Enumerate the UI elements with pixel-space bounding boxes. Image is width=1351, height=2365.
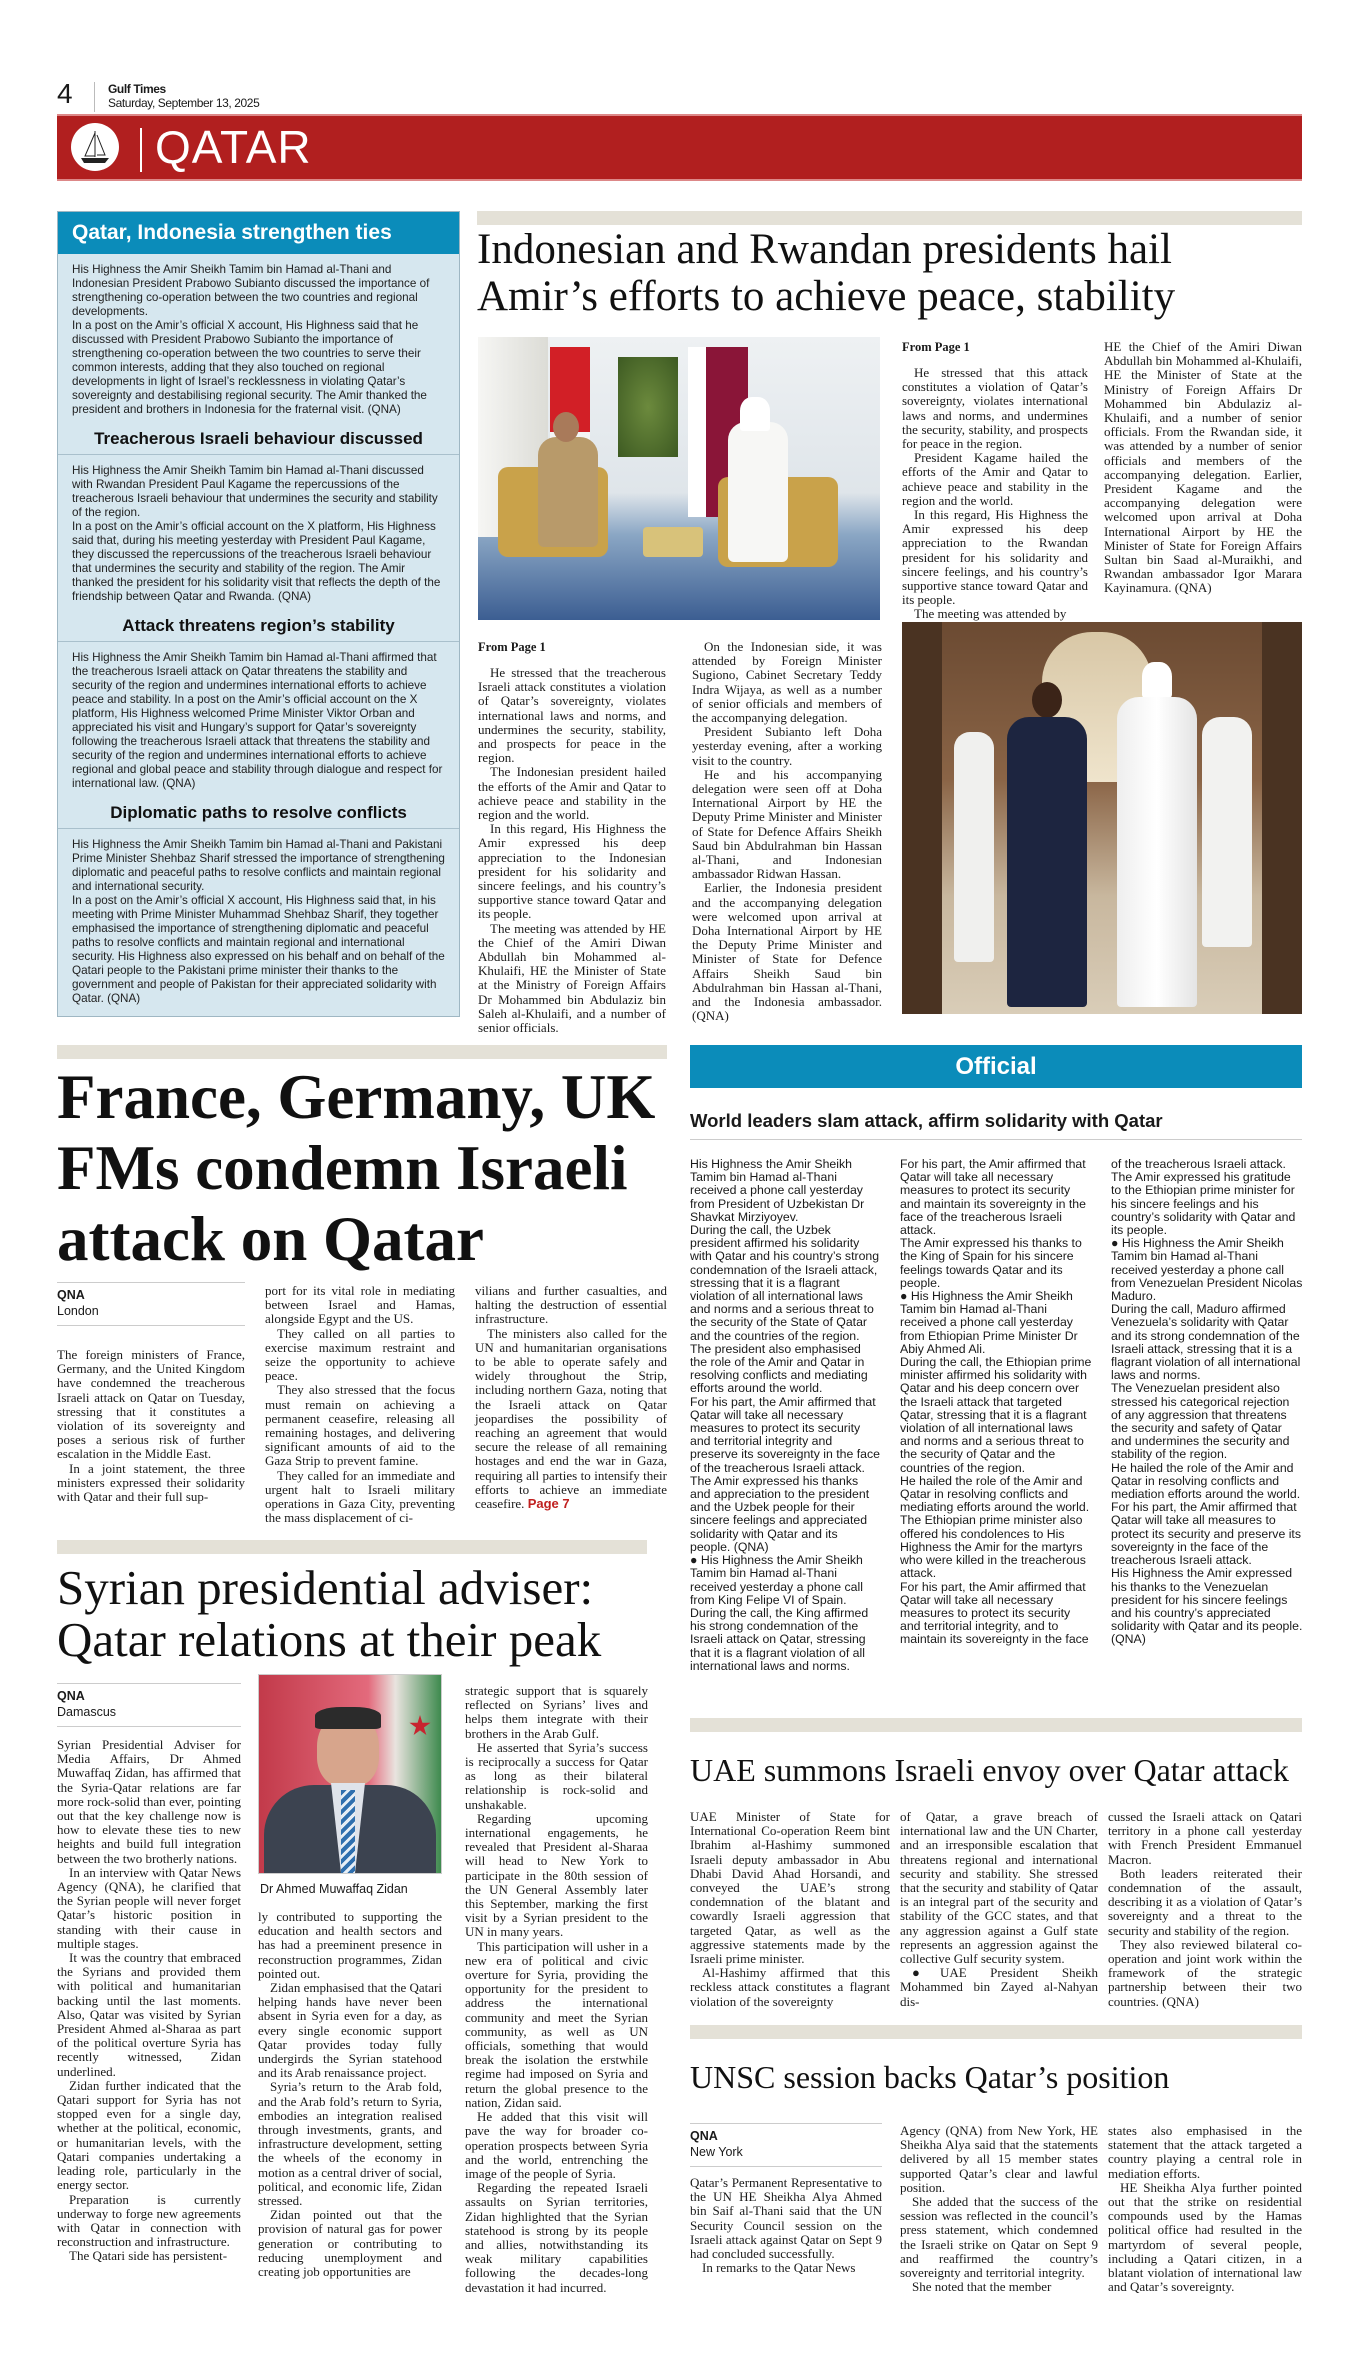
paragraph-text: Al-Hashimy affirmed that this reckless attack constitutes a flagrant violation of the sovereignty	[690, 1965, 890, 2009]
from-page-label: From Page 1	[902, 340, 970, 354]
paragraph	[478, 666, 666, 765]
paragraph	[57, 2193, 241, 2250]
paragraph-text: On the Indonesian side, it was attended by Foreign Minister Sugiono, Cabinet Secretary Teddy Indra Wijaya, as well as a number of senior officials and members of the accompanying delegation.	[692, 639, 882, 726]
page-number: 4	[57, 78, 73, 109]
section-rule	[690, 2025, 1302, 2039]
paragraph-text: HE Sheikha Alya further pointed out that the strike on residential compounds used by the Hamas political office had resulted in the martyrdom of several people, including a Qatari citizen, in a blatant violation of international law and Qatar’s sovereignty.	[1108, 2179, 1302, 2295]
paragraph	[57, 1348, 245, 1462]
headline-line: France, Germany, UK	[57, 1062, 656, 1132]
paragraph-text: In this regard, His Highness the Amir expressed his deep appreciation to the Indonesian president for his solidarity and sincere feelings, and his country’s supportive stance toward Qatar and its people.	[478, 821, 666, 922]
article-column	[900, 2124, 1098, 2294]
paragraph	[478, 922, 666, 1036]
paragraph-text: In remarks to the Qatar News	[702, 2260, 856, 2276]
paragraph	[72, 464, 445, 520]
agency: QNA	[57, 1689, 85, 1703]
paragraph-text: Both leaders reiterated their condemnation of the assault, describing it as a violation of Qatar’s sovereignty and a threat to the security and stability of the region.	[1108, 1865, 1302, 1938]
brief-heading: Diplomatic paths to resolve conflicts	[58, 797, 459, 829]
paragraph-text: In a joint statement, the three ministers expressed their solidarity with Qatar and their full sup-	[57, 1460, 245, 1505]
photo-amir-indonesian-president	[478, 337, 880, 620]
paragraph	[902, 607, 1088, 621]
article-column	[900, 1158, 1093, 1647]
paragraph-text: For his part, the Amir affirmed that Qatar will take all necessary measures to protect its security and territorial integrity and preserve its sovereignty in the face of the treacherous Israeli attack.	[690, 1394, 881, 1475]
paragraph	[72, 319, 445, 417]
paragraph	[57, 1866, 241, 1951]
paragraph	[1111, 1237, 1303, 1303]
headline-line: Qatar relations at their peak	[57, 1612, 602, 1667]
paragraph	[900, 1475, 1093, 1515]
paragraph	[690, 1475, 880, 1554]
paragraph	[72, 263, 445, 319]
paragraph	[265, 1469, 455, 1526]
paragraph-text: ● His Highness the Amir Sheikh Tamim bin Hamad al-Thani received yesterday a phone call from King Felipe VI of Spain.	[690, 1553, 863, 1607]
paragraph-text: He hailed the role of the Amir and Qatar in resolving conflicts and mediating efforts around the world.	[900, 1473, 1090, 1515]
paragraph	[258, 1910, 442, 1981]
paragraph-text: Agency (QNA) from New York, HE Sheikha Alya said that the statements delivered by all 15 member states supported Qatar’s clear and lawful position.	[900, 2123, 1098, 2195]
paragraph-text: Zidan pointed out that the provision of natural gas for power generation or contributing to reducing unemployment and creating job opportunities are	[258, 2207, 442, 2280]
paragraph-text: He added that this visit will pave the way for broader co-operation prospects between Syria and the world, entrenching the image of the people of Syria.	[465, 2109, 648, 2181]
paragraph-text: It was the country that embraced the Syrians and provided them with political and humanitarian backing until the last moments. Also, Qatar was visited by Syrian President Ahmed al-Sharaa as part of the political overture Syria has recently witnessed, Zidan underlined.	[57, 1950, 241, 2079]
paragraph	[690, 2261, 882, 2275]
paragraph-text: Preparation is currently underway to forge new agreements with Qatar in connection with reconstruction and infrastructure.	[57, 2191, 241, 2250]
paper-name: Gulf Times	[108, 82, 166, 96]
article-column	[1108, 1810, 1302, 2009]
paragraph	[690, 1810, 890, 1966]
article-column	[475, 1284, 667, 1511]
paragraph	[465, 2181, 648, 2295]
paragraph-text: of the treacherous Israeli attack.	[1111, 1157, 1286, 1171]
continued-on-page-link[interactable]: Page 7	[527, 1496, 570, 1512]
paragraph	[72, 838, 445, 894]
paragraph	[475, 1327, 667, 1512]
paragraph-text: He stressed that the treacherous Israeli attack constitutes a violation of Qatar’s sovereignty, violates international laws and norms, and undermines the security, stability, and prospects for peace in the region.	[478, 665, 666, 766]
paragraph	[72, 894, 445, 1006]
article-headline	[57, 1062, 687, 1275]
paragraph-text: His Highness the Amir expressed his thanks to the Venezuelan president for his sincere feelings and his country’s appreciated solidarity with Qatar and its people. (QNA)	[1111, 1566, 1303, 1647]
paragraph-text: They also stressed that the focus must remain on achieving a permanent ceasefire, releasing all remaining hostages, and delivering significant amounts of aid to the Gaza Strip to prevent famine.	[265, 1382, 455, 1469]
issue-date: Saturday, September 13, 2025	[108, 96, 260, 110]
article-column	[692, 640, 882, 1023]
paragraph-text: He stressed that this attack constitutes a violation of Qatar’s sovereignty, violates international laws and norms, and undermines the security, stability, and prospects for peace in the region.	[902, 365, 1088, 452]
paragraph-text: The president also emphasised the role of the Amir and Qatar in resolving conflicts and mediating efforts around the world.	[690, 1341, 868, 1396]
paragraph	[57, 1462, 245, 1505]
brief-heading: Attack threatens region’s stability	[58, 610, 459, 642]
headline-line: attack on Qatar	[57, 1204, 484, 1274]
paragraph-text: In this regard, His Highness the Amir expressed his deep appreciation to the Rwandan president for his solidarity and sincere feelings, and his country’s supportive stance toward Qatar and its people.	[902, 507, 1088, 608]
paragraph	[690, 1224, 880, 1343]
paragraph	[900, 2195, 1098, 2280]
paragraph-text: President Kagame hailed the efforts of the Amir and Qatar to achieve peace and stability in the region and the world.	[902, 450, 1088, 508]
paragraph-text: She added that the success of the session was reflected in the council’s press statement, which condemned the Israeli strike on Qatar on Sept 9 and reaffirmed the country’s sovereignty and territorial integrity.	[900, 2194, 1098, 2281]
box-title: Qatar, Indonesia strengthen ties	[58, 212, 459, 254]
brief-body	[58, 455, 459, 610]
paragraph-text: His Highness the Amir Sheikh Tamim bin Hamad al-Thani affirmed that the treacherous Israeli attack on Qatar threatens the stability and security of the region and undermines international efforts to achieve peace and stability. In a post on the Amir’s official account on the X platform, His Highness welcomed Prime Minister Viktor Orban and appreciated his visit and Hungary’s support for Qatar’s sovereignty following the treacherous Israeli attack that threatens the stability and security of the region and undermines international efforts to achieve regional and global peace and stability through dialogue and respect for international law. (QNA)	[72, 651, 443, 790]
article-column	[258, 1910, 442, 2279]
brief-body	[58, 829, 459, 1012]
paragraph	[690, 1966, 890, 2009]
paragraph	[258, 1981, 442, 2080]
paragraph	[465, 1812, 648, 1940]
paragraph	[465, 2110, 648, 2181]
headline-line: Amir’s efforts to achieve peace, stability	[477, 273, 1176, 320]
paragraph-text: They also reviewed bilateral co-operation and joint work within the framework of the strategic partnership between their two countries. (QNA)	[1108, 1936, 1302, 2009]
paragraph-text: The Ethiopian prime minister also offered his condolences to His Highness the Amir for the martyrs who were killed in the treacherous attack.	[900, 1513, 1086, 1581]
byline	[57, 1282, 245, 1326]
paragraph-text: The Amir expressed his thanks to the King of Spain for his sincere feelings towards Qatar and its people.	[900, 1236, 1082, 1290]
agency: QNA	[57, 1288, 85, 1302]
dateline: London	[57, 1304, 99, 1318]
paragraph-text: The foreign ministers of France, Germany, and the United Kingdom have condemned the treacherous Israeli attack on Qatar on Tuesday, stressing that it constitutes a violation of its sovereignty and poses a serious risk of further escalation in the Middle East.	[57, 1347, 245, 1462]
article-column	[465, 1684, 648, 2295]
section-banner	[57, 114, 1302, 181]
article-headline: UNSC session backs Qatar’s position	[690, 2059, 1170, 2095]
paragraph	[72, 651, 445, 791]
paragraph	[900, 1966, 1098, 2009]
paragraph	[478, 822, 666, 921]
article-headline	[57, 1562, 677, 1666]
byline	[690, 2123, 882, 2167]
paragraph	[57, 1738, 241, 1866]
photo-ahmed-muwaffaq-zidan	[258, 1674, 442, 1874]
article-column	[57, 1738, 241, 2264]
article-column	[57, 1348, 245, 1504]
paragraph	[690, 1607, 880, 1673]
paragraph	[900, 1158, 1093, 1237]
section-title: QATAR	[155, 121, 312, 173]
paragraph-text: During the call, the Uzbek president affirmed his solidarity with Qatar and his country’s strong condemnation of the Israeli attack, stressing that it is a flagrant violation of all international laws and norms and a serious threat to the security of the State of Qatar and the countries of the region.	[690, 1223, 880, 1343]
paragraph-text: port for its vital role in mediating between Israel and Hamas, alongside Egypt and the US.	[265, 1283, 455, 1327]
paragraph-text: ● His Highness the Amir Sheikh Tamim bin Hamad al-Thani received a phone call yesterday from Ethiopian Prime Minister Dr Abiy Ahmed Ali.	[900, 1289, 1078, 1356]
from-page-label: From Page 1	[478, 640, 546, 654]
brief-body	[58, 254, 459, 423]
paragraph-text: ● His Highness the Amir Sheikh Tamim bin Hamad al-Thani received yesterday a phone call from Venezuelan President Nicolas Maduro.	[1111, 1236, 1303, 1304]
paragraph-text: For his part, the Amir affirmed that Qatar will take all measures to protect its security and preserve its sovereignty in the face of the treacherous Israeli attack.	[1111, 1500, 1301, 1568]
paragraph-text: He and his accompanying delegation were seen off at Doha International Airport by HE the Deputy Prime Minister and Minister of State for Defence Affairs Sheikh Saud bin Abdulrahman bin Hassan al-Thani, and Indonesian ambassador Ridwan Hassan.	[692, 766, 882, 882]
paragraph-text: states also emphasised in the statement that the attack targeted a country playing a central role in mediation efforts.	[1108, 2123, 1302, 2181]
article-column	[690, 1158, 880, 1673]
paragraph	[900, 1581, 1093, 1647]
paragraph	[900, 1237, 1093, 1290]
paragraph	[900, 1514, 1093, 1580]
paragraph	[692, 725, 882, 768]
paragraph	[265, 1284, 455, 1327]
paragraph	[265, 1383, 455, 1468]
paragraph-text: In a post on the Amir’s official account on the X platform, His Highness said that, during his meeting yesterday with President Paul Kagame, they discussed the repercussions of the treacherous Israeli behaviour that undermines the security and stability of the region. The Amir thanked the president for his solidarity visit that reflects the depth of the friendship between Qatar and Rwanda. (QNA)	[72, 520, 441, 603]
dateline: Damascus	[57, 1705, 117, 1719]
divider	[94, 82, 95, 112]
paragraph	[57, 1951, 241, 2079]
paragraph-text: In a post on the Amir’s official X account, His Highness said that he discussed with President Prabowo Subianto the importance of strengthening co-operation between the two countries to serve their common interests, adding that they also touched on regional developments in light of Israel’s recklessness in violating Qatar’s sovereignty and destabilising regional security. The Amir thanked the president and brothers in Indonesia for the fraternal visit. (QNA)	[72, 319, 427, 416]
photo-caption: Dr Ahmed Muwaffaq Zidan	[260, 1882, 408, 1896]
paragraph	[57, 2079, 241, 2193]
paragraph-text: vilians and further casualties, and halting the destruction of essential infrastructure.	[475, 1283, 667, 1327]
article-headline	[477, 226, 1317, 320]
article-column	[265, 1284, 455, 1525]
article-column	[902, 366, 1088, 622]
paragraph	[1111, 1382, 1303, 1461]
paragraph	[1108, 1938, 1302, 2009]
paragraph-text: The Venezuelan president also stressed his categorical rejection of any aggression that threatens the security and safety of Qatar and undermines the security and stability of the region.	[1111, 1381, 1290, 1462]
paragraph	[692, 640, 882, 725]
paragraph-text: Qatar’s Permanent Representative to the UN HE Sheikha Alya Ahmed bin Saif al-Thani said that the UN Security Council session on the Israeli attack against Qatar on Sept 9 had concluded successfully.	[690, 2175, 882, 2262]
article-column	[690, 2176, 882, 2275]
brief-heading: Treacherous Israeli behaviour discussed	[58, 423, 459, 455]
headline-line: Indonesian and Rwandan presidents hail	[477, 226, 1172, 273]
paragraph-text: The meeting was attended by HE the Chief of the Amiri Diwan Abdullah bin Mohammed al-Khulaifi, HE the Minister of State at the Ministry of Foreign Affairs Dr Mohammed bin Abdulaziz bin Saleh al-Khulaifi, and a number of senior officials.	[478, 920, 666, 1036]
paragraph	[57, 2249, 241, 2263]
article-column	[900, 1810, 1098, 2009]
paragraph-text: President Subianto left Doha yesterday evening, after a working visit to the country.	[692, 724, 882, 768]
paragraph-text: This participation will usher in a new era of political and civic overture for Syria, providing the opportunity for the president to address the international community and meet the Syrian community, as well as UN officials, something that would break the isolation the erstwhile regime had imposed on Syria and return the global presence to the nation, Zidan said.	[465, 1938, 648, 2110]
paragraph-text: They called for an immediate and urgent halt to Israeli military operations in Gaza City, preventing the mass displacement of ci-	[265, 1467, 455, 1526]
paragraph	[1104, 340, 1302, 596]
paragraph	[478, 765, 666, 822]
paragraph	[690, 2176, 882, 2261]
paragraph-text: ly contributed to supporting the education and health sectors and has had a preeminent presence in reconstruction programmes, Zidan pointed out.	[258, 1909, 442, 1981]
article-column	[1111, 1158, 1303, 1647]
paragraph	[692, 881, 882, 1023]
official-section-banner: Official	[690, 1045, 1302, 1088]
headline-line: Syrian presidential adviser:	[57, 1560, 594, 1615]
paragraph-text: During the call, the Ethiopian prime minister affirmed his solidarity with Qatar and his deep concern over the Israeli attack that targeted Qatar, stressing that it is a flagrant violation of all international laws and norms and a serious threat to the security of Qatar and the countries of the region.	[900, 1355, 1092, 1475]
paragraph	[258, 2208, 442, 2279]
paragraph-text: His Highness the Amir Sheikh Tamim bin Hamad al-Thani and Indonesian President Prabowo Subianto discussed the importance of strengthening co-operation between the two countries and regional developments.	[72, 263, 430, 318]
headline-line: FMs condemn Israeli	[57, 1133, 628, 1203]
paragraph	[475, 1284, 667, 1327]
paragraph-text: They called on all parties to exercise maximum restraint and seize the opportunity to achieve peace.	[265, 1325, 455, 1384]
article-headline: UAE summons Israeli envoy over Qatar attack	[690, 1752, 1289, 1788]
paragraph-text: The Qatari side has persistent-	[69, 2248, 228, 2264]
masthead	[108, 82, 259, 110]
paragraph	[900, 1290, 1093, 1356]
dhow-icon	[71, 123, 119, 171]
paragraph-text: His Highness the Amir Sheikh Tamim bin Hamad al-Thani received a phone call yesterday from President of Uzbekistan Dr Shavkat Mirziyoyev.	[690, 1157, 865, 1224]
article-column	[690, 1810, 890, 2009]
paragraph	[72, 520, 445, 604]
paragraph	[1111, 1501, 1303, 1567]
paragraph-text: His Highness the Amir Sheikh Tamim bin Hamad al-Thani and Pakistani Prime Minister Shehbaz Sharif stressed the importance of strengthening diplomatic and peaceful paths to resolve conflicts and maintain regional and international security.	[72, 838, 445, 893]
paragraph	[902, 451, 1088, 508]
paragraph-text: The Amir expressed his thanks and appreciation to the president and the Uzbek people for their sincere feelings and appreciated solidarity with Qatar and its people. (QNA)	[690, 1473, 870, 1554]
paragraph-text: During the call, the King affirmed his strong condemnation of the Israeli attack on Qatar, stressing that it is a flagrant violation of all international laws and norms.	[690, 1605, 869, 1673]
paragraph-text: Syria’s return to the Arab fold, and the Arab fold’s return to Syria, embodies an integration realised through investments, grants, and infrastructure development, setting the wheels of the economy in motion as a central driver of social, political, and economic life, Zidan stressed.	[258, 2079, 442, 2209]
paragraph-text: of Qatar, a grave breach of international law and the UN Charter, and an irresponsible escalation that threatens regional and international security and stability. She stressed that the security and stability of Qatar is an integral part of the security and stability of the GCC states, and that any aggression against a Gulf state represents an aggression against the collective Gulf security system.	[900, 1809, 1098, 1967]
photo-amir-rwandan-president	[902, 622, 1302, 1014]
section-rule	[477, 211, 1302, 225]
paragraph-text: UAE Minister of State for International Co-operation Reem bint Ibrahim al-Hashimy summoned Israeli deputy ambassador in Abu Dhabi David Ahad Horsandi, and conveyed the UAE’s strong condemnation of the blatant and cowardly Israeli aggression that targeted Qatar, as well as the aggressive statements made by the Israeli prime minister.	[690, 1809, 890, 1967]
paragraph	[902, 508, 1088, 607]
paragraph-text: cussed the Israeli attack on Qatari territory in a phone call yesterday with French President Emmanuel Macron.	[1108, 1809, 1302, 1867]
paragraph-text: The Indonesian president hailed the efforts of the Amir and Qatar to achieve peace and stability in the region and the world.	[478, 764, 666, 823]
paragraph	[265, 1327, 455, 1384]
paragraph	[1111, 1171, 1303, 1237]
paragraph	[902, 366, 1088, 451]
paragraph	[900, 2124, 1098, 2195]
paragraph	[690, 1396, 880, 1475]
paragraph-text: Regarding the repeated Israeli assaults on Syrian territories, Zidan highlighted that the Syrian statehood is strong by its people and allies, notwithstanding its weak military capabilities following the decades-long devastation it had incurred.	[465, 2180, 648, 2295]
section-rule	[57, 1045, 667, 1059]
paragraph	[690, 1554, 880, 1607]
paragraph-text: In an interview with Qatar News Agency (QNA), he clarified that the Syrian people will never forget Qatar’s historic position in standing with their cause in multiple stages.	[57, 1864, 241, 1951]
paragraph	[465, 1741, 648, 1812]
paragraph-text: strategic support that is squarely reflected on Syrians’ lives and helps them integrate with their brothers in the Arab Gulf.	[465, 1683, 648, 1741]
paragraph	[258, 2080, 442, 2208]
paragraph	[1111, 1303, 1303, 1382]
paragraph-text: ●UAE President Sheikh Mohammed bin Zayed al-Nahyan dis-	[900, 1965, 1098, 2009]
divider	[140, 128, 142, 172]
paragraph	[1111, 1567, 1303, 1646]
section-rule	[690, 1718, 1302, 1732]
paragraph-text: Zidan emphasised that the Qatari helping hands have never been absent in Syria even for a day, as every single economic support Qatar provides today fully undergirds the Syrian statehood and its Arab renaissance project.	[258, 1980, 442, 2081]
paragraph	[1108, 2124, 1302, 2181]
paragraph	[900, 2280, 1098, 2294]
paragraph-text: He hailed the role of the Amir and Qatar in resolving conflicts and mediation efforts around the world.	[1111, 1460, 1301, 1502]
paragraph-text: She noted that the member	[912, 2279, 1052, 2295]
paragraph-text: For his part, the Amir affirmed that Qatar will take all necessary measures to protect its security and territorial integrity, and to maintain its sovereignty in the face	[900, 1579, 1089, 1647]
paragraph-text: Earlier, the Indonesia president and the accompanying delegation were welcomed upon arrival at Doha International Airport by HE the Deputy Prime Minister and Minister of State for Defence Affairs Sheikh Saud bin Abdulrahman bin Hassan al-Thani, and the Indonesia ambassador. (QNA)	[692, 880, 882, 1024]
paragraph-text: He asserted that Syria’s success is reciprocally a success for Qatar as long as their bilateral relationship is rock-solid and unshakable.	[465, 1739, 648, 1812]
paragraph-text: HE the Chief of the Amiri Diwan Abdullah bin Mohammed al-Khulaifi, HE the Minister of State at the Ministry of Foreign Affairs Dr Mohammed bin Abdulaziz al-Khulaifi, and a number of senior officials. From the Rwandan side, it was attended by a number of senior officials and members of the accompanying delegation. Earlier, President Kagame and the accompanying delegation were welcomed upon arrival at Doha International Airport by HE the Minister of State for Foreign Affairs Sultan bin Saad al-Muraikhi, and Rwandan ambassador Igor Marara Kayinamura. (QNA)	[1104, 339, 1302, 596]
paragraph	[1111, 1462, 1303, 1502]
paragraph	[1108, 1867, 1302, 1938]
paragraph	[900, 1810, 1098, 1966]
paragraph-text: Regarding upcoming international engagements, he revealed that President al-Sharaa will head to New York to participate in the 80th session of the UN General Assembly later this September, marking the first visit by a Syrian president to the UN in many years.	[465, 1810, 648, 1940]
paragraph-text: For his part, the Amir affirmed that Qatar will take all necessary measures to protect its security and maintain its sovereignty in the face of the treacherous Israeli attack.	[900, 1157, 1086, 1238]
article-headline: World leaders slam attack, affirm solidarity with Qatar	[690, 1110, 1302, 1140]
paragraph-text: The ministers also called for the UN and humanitarian organisations to be able to operate safely and widely throughout the Strip, including northern Gaza, noting that the Israeli attack on Qatar jeopardises the possibility of reaching an agreement that would secure the release of all remaining hostages and end the war in Gaza, requiring all parties to intensify their efforts to achieve an immediate ceasefire.	[475, 1325, 667, 1512]
paragraph	[690, 1158, 880, 1224]
paragraph	[1108, 2181, 1302, 2295]
dateline: New York	[690, 2145, 743, 2159]
paragraph-text: Syrian Presidential Adviser for Media Affairs, Dr Ahmed Muwaffaq Zidan, has affirmed that the Syria-Qatar relations are far more rock-solid than ever, pointing out that the key challenge now is how to elevate these ties to new heights and build full integration between the two brotherly nations.	[57, 1737, 241, 1866]
article-column	[1108, 2124, 1302, 2294]
paragraph-text: The meeting was attended by	[914, 606, 1067, 622]
paragraph-text: The Amir expressed his gratitude to the Ethiopian prime minister for his sincere feelings and his country’s solidarity with Qatar and its people.	[1111, 1170, 1296, 1238]
article-column	[1104, 340, 1302, 596]
brief-body	[58, 642, 459, 797]
paragraph-text: His Highness the Amir Sheikh Tamim bin Hamad al-Thani discussed with Rwandan President Paul Kagame the repercussions of the treacherous Israeli behaviour that undermines the security and stability of the region.	[72, 464, 438, 519]
paragraph	[1108, 1810, 1302, 1867]
news-brief-box	[57, 211, 460, 1017]
paragraph	[465, 1940, 648, 2110]
paragraph-text: During the call, Maduro affirmed Venezuela’s solidarity with Qatar and its strong condemnation of the Israeli attack, stressing that it is a flagrant violation of all international laws and norms.	[1111, 1302, 1301, 1383]
byline	[57, 1683, 241, 1727]
paragraph	[690, 1343, 880, 1396]
paragraph-text: In a post on the Amir’s official X account, His Highness said that, in his meeting with Prime Minister Muhammad Shehbaz Sharif, they together emphasised the importance of strengthening diplomatic and peaceful paths to resolve conflicts and maintain regional and international security. His Highness also expressed on his behalf and on behalf of the Qatari people to the Pakistani prime minister their thanks to the government and people of Pakistan for their appreciated solidarity with Qatar. (QNA)	[72, 894, 445, 1005]
section-rule	[57, 1540, 647, 1554]
article-column	[478, 666, 666, 1035]
agency: QNA	[690, 2129, 718, 2143]
paragraph	[900, 1356, 1093, 1475]
paragraph	[692, 768, 882, 882]
paragraph-text: Zidan further indicated that the Qatari support for Syria has not stopped even for a single day, whether at the political, economic, or humanitarian levels, with the Qatari companies undertaking a leading role, particularly in the energy sector.	[57, 2077, 241, 2193]
paragraph	[465, 1684, 648, 1741]
